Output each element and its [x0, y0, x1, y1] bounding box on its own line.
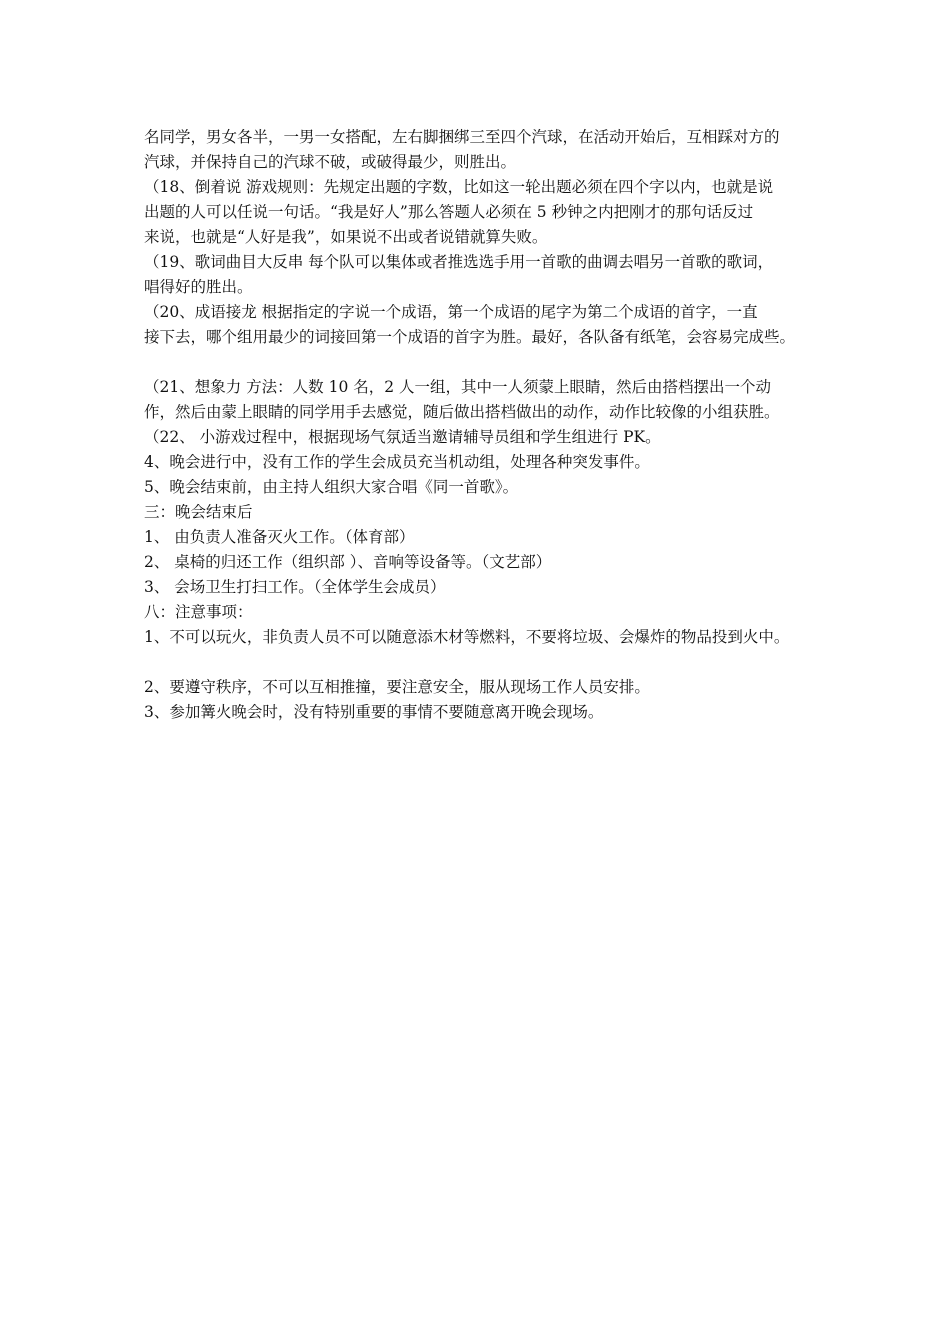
text-line: 5、晚会结束前，由主持人组织大家合唱《同一首歌》。 — [144, 478, 519, 496]
text-line: 3、 会场卫生打扫工作。（全体学生会成员） — [144, 578, 446, 596]
text-line: （19、歌词曲目大反串 每个队可以集体或者推选选手用一首歌的曲调去唱另一首歌的歌词， — [144, 253, 774, 271]
text-line: 来说，也就是“人好是我”，如果说不出或者说错就算失败。 — [144, 228, 548, 246]
text-line: 出题的人可以任说一句话。“我是好人”那么答题人必须在 5 秒钟之内把刚才的那句话反过 — [144, 203, 754, 221]
text-line: （18、倒着说 游戏规则：先规定出题的字数，比如这一轮出题必须在四个字以内，也就是说 — [144, 178, 774, 196]
blank-line — [144, 650, 824, 675]
document-body — [144, 125, 824, 725]
text-line: （21、想象力 方法：人数 10 名，2 人一组，其中一人须蒙上眼睛，然后由搭档摆出一个动 — [144, 378, 772, 396]
blank-line — [144, 350, 824, 375]
text-line: 2、要遵守秩序，不可以互相推撞，要注意安全，服从现场工作人员安排。 — [144, 678, 650, 696]
text-line: （20、成语接龙 根据指定的字说一个成语，第一个成语的尾字为第二个成语的首字，一直 — [144, 303, 758, 321]
text-line: 作，然后由蒙上眼睛的同学用手去感觉，随后做出搭档做出的动作，动作比较像的小组获胜。 — [144, 403, 780, 421]
text-line: 唱得好的胜出。 — [144, 278, 253, 296]
text-line: 3、参加篝火晚会时，没有特别重要的事情不要随意离开晚会现场。 — [144, 703, 604, 721]
section-heading: 三：晚会结束后 — [144, 503, 253, 521]
text-line: 4、晚会进行中，没有工作的学生会成员充当机动组，处理各种突发事件。 — [144, 453, 650, 471]
text-line: 名同学，男女各半，一男一女搭配，左右脚捆绑三至四个汽球，在活动开始后，互相踩对方的 — [144, 128, 780, 146]
section-heading: 八：注意事项： — [144, 603, 253, 621]
text-line: 汽球，并保持自己的汽球不破，或破得最少，则胜出。 — [144, 153, 517, 171]
text-line: 1、 由负责人准备灭火工作。（体育部） — [144, 528, 415, 546]
text-line: （22、 小游戏过程中，根据现场气氛适当邀请辅导员组和学生组进行 PK。 — [144, 428, 661, 446]
text-line: 1、不可以玩火，非负责人员不可以随意添木材等燃料，不要将垃圾、会爆炸的物品投到火中。 — [144, 628, 790, 646]
text-line: 接下去，哪个组用最少的词接回第一个成语的首字为胜。最好，各队备有纸笔，会容易完成些。 — [144, 328, 796, 346]
text-line: 2、 桌椅的归还工作（组织部 ）、音响等设备等。（文艺部） — [144, 553, 552, 571]
